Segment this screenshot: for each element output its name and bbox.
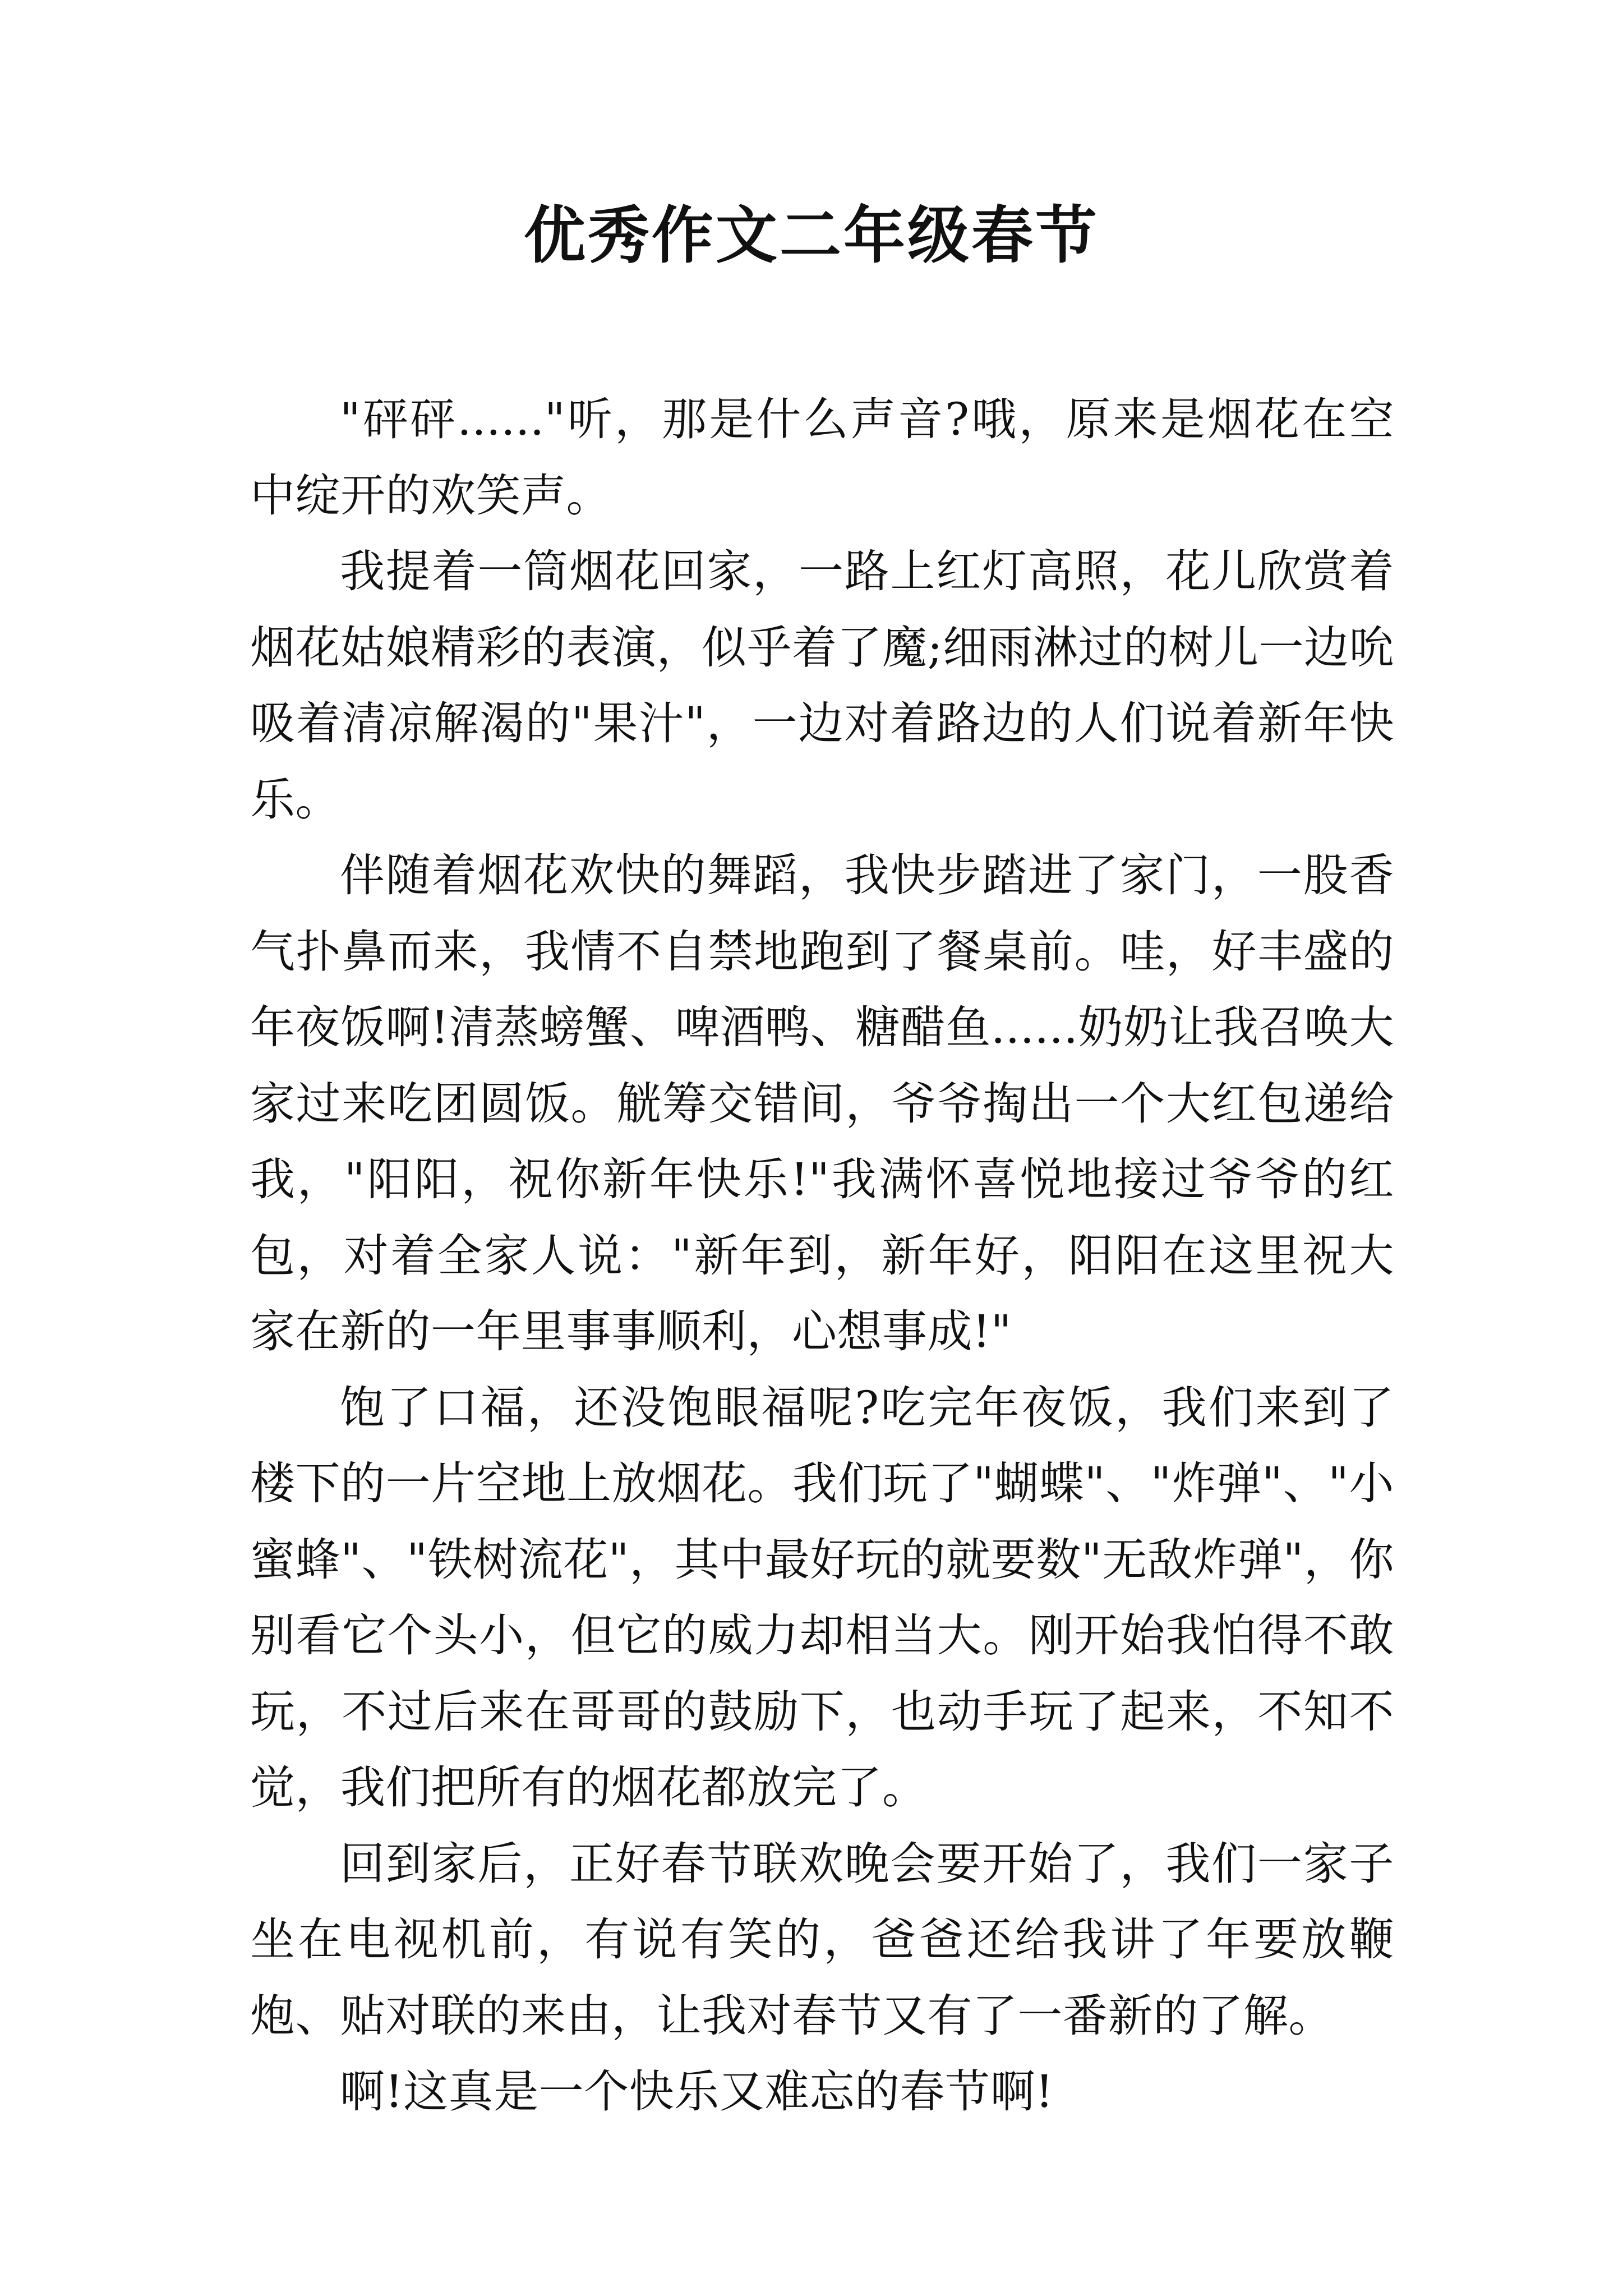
paragraph-1: "砰砰......"听，那是什么声音?哦，原来是烟花在空中绽开的欢笑声。 xyxy=(250,393,1394,522)
document-title: 优秀作文二年级春节 xyxy=(524,199,1099,272)
paragraph-2: 我提着一筒烟花回家，一路上红灯高照，花儿欣赏着烟花姑娘精彩的表演，似乎着了魔;细雨淋过的树儿一边吮吸着清凉解渴的"果汁"，一边对着路边的人们说着新年快乐。 xyxy=(250,545,1394,826)
paragraph-3: 伴随着烟花欢快的舞蹈，我快步踏进了家门，一股香气扑鼻而来，我情不自禁地跑到了餐桌前。哇，好丰盛的年夜饭啊!清蒸螃蟹、啤酒鸭、糖醋鱼......奶奶让我召唤大家过来吃团圆饭。觥筹交错间，爷爷掏出一个大红包递给我，"阳阳，祝你新年快乐!"我满怀喜悦地接过爷爷的红包，对着全家人说："新年到，新年好，阳阳在这里祝大家在新的一年里事事顺利，心想事成!" xyxy=(250,849,1394,1358)
document-body xyxy=(250,381,1394,2130)
paragraph-4: 饱了口福，还没饱眼福呢?吃完年夜饭，我们来到了楼下的一片空地上放烟花。我们玩了"蝴蝶"、"炸弹"、"小蜜蜂"、"铁树流花"，其中最好玩的就要数"无敌炸弹"，你别看它个头小，但它的威力却相当大。刚开始我怕得不敢玩，不过后来在哥哥的鼓励下，也动手玩了起来，不知不觉，我们把所有的烟花都放完了。 xyxy=(250,1381,1394,1814)
paragraph-5: 回到家后，正好春节联欢晚会要开始了，我们一家子坐在电视机前，有说有笑的，爸爸还给我讲了年要放鞭炮、贴对联的来由，让我对春节又有了一番新的了解。 xyxy=(250,1837,1394,2042)
paragraph-6: 啊!这真是一个快乐又难忘的春节啊! xyxy=(340,2065,1054,2118)
